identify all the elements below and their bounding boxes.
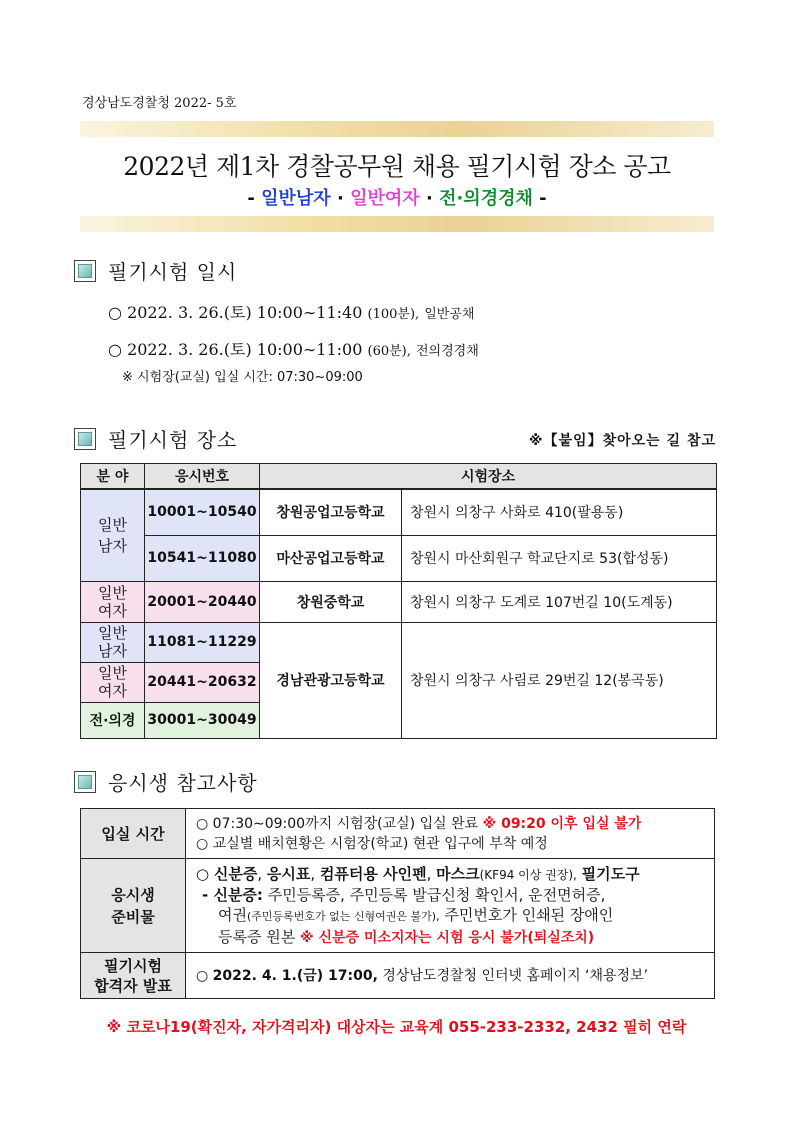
- exam-number-cell: 20001~20440: [145, 581, 260, 622]
- table-row: [81, 581, 717, 622]
- category-cell: 전·의경: [81, 702, 145, 738]
- table-row: [81, 622, 717, 662]
- directions-reference: ※【붙임】찾아오는 길 참고: [528, 433, 716, 449]
- school-cell: 경남관광고등학교: [260, 622, 402, 738]
- subtitle-separator: ·: [425, 188, 433, 209]
- subtitle-dash: -: [539, 188, 547, 209]
- school-cell: 창원중학교: [260, 581, 402, 622]
- table-row: [81, 535, 717, 581]
- entry-time-note: ※ 시험장(교실) 입실 시간: 07:30~09:00: [122, 370, 363, 385]
- school-cell: 창원공업고등학교: [260, 489, 402, 535]
- section-exam-location-header: [74, 424, 237, 453]
- category-cell: 일반 여자: [81, 662, 145, 702]
- subtitle-general-male: 일반남자: [261, 188, 331, 209]
- row-label: 응시생 준비물: [81, 859, 186, 953]
- row-label: 입실 시간: [81, 809, 186, 859]
- header-exam-site: 시험장소: [260, 464, 717, 490]
- category-cell: 일반 남자: [81, 622, 145, 662]
- exam-number-cell: 10001~10540: [145, 489, 260, 535]
- section-exam-datetime-header: [74, 256, 237, 285]
- exam-number-cell: 10541~11080: [145, 535, 260, 581]
- exam-number-cell: 20441~20632: [145, 662, 260, 702]
- row-label: 필기시험 합격자 발표: [81, 953, 186, 999]
- title-band-bottom: [80, 216, 714, 232]
- exam-number-cell: 30001~30049: [145, 702, 260, 738]
- table-row: [81, 489, 717, 535]
- exam-datetime-general: ○ 2022. 3. 26.(토) 10:00∼11:40 (100분), 일반공채: [108, 303, 475, 322]
- result-announcement-content: ○ 2022. 4. 1.(금) 17:00, 경상남도경찰청 인터넷 홈페이지 ‘채용정보’: [186, 953, 715, 999]
- section-notes-header: [74, 767, 258, 796]
- table-row: [81, 859, 715, 953]
- subtitle-dash: -: [247, 188, 255, 209]
- table-row: [81, 809, 715, 859]
- exam-location-table: [80, 463, 717, 739]
- address-cell: 창원시 의창구 사화로 410(팔용동): [402, 489, 717, 535]
- square-bullet-icon: [74, 428, 96, 450]
- section-title: 필기시험 장소: [108, 428, 238, 452]
- table-row: [81, 953, 715, 999]
- page-subtitle: [80, 184, 714, 210]
- category-cell: 일반 남자: [81, 489, 145, 581]
- address-cell: 창원시 의창구 사림로 29번길 12(봉곡동): [402, 622, 717, 738]
- page-title: 2022년 제1차 경찰공무원 채용 필기시험 장소 공고: [123, 152, 671, 181]
- section-title: 필기시험 일시: [108, 260, 238, 284]
- school-cell: 마산공업고등학교: [260, 535, 402, 581]
- address-cell: 창원시 의창구 도계로 107번길 10(도계동): [402, 581, 717, 622]
- subtitle-separator: ·: [336, 188, 344, 209]
- header-category: 분 야: [81, 464, 145, 490]
- document-number: 경상남도경찰청 2022- 5호: [82, 96, 237, 111]
- subtitle-general-female: 일반여자: [350, 188, 420, 209]
- category-cell: 일반 여자: [81, 581, 145, 622]
- address-cell: 창원시 마산회원구 학교단지로 53(합성동): [402, 535, 717, 581]
- section-title: 응시생 참고사항: [108, 771, 258, 795]
- required-items-content: ○ 신분증, 응시표, 컴퓨터용 사인펜, 마스크(KF94 이상 권장), 필기도구 - 신분증: 주민등록증, 주민등록 발급신청 확인서, 운전면허증, 여권(주민등록번호가 없는 신형여권은 불가), 주민번호가 인쇄된 장애인 등록증 원본 ※ 신분증 미소지자는 시험 응시 불가(퇴실조치): [186, 859, 715, 953]
- exam-number-cell: 11081~11229: [145, 622, 260, 662]
- square-bullet-icon: [74, 771, 96, 793]
- title-band-top: [80, 121, 714, 137]
- header-exam-number: 응시번호: [145, 464, 260, 490]
- entry-time-content: ○ 07:30∼09:00까지 시험장(교실) 입실 완료 ※ 09:20 이후 입실 불가 ○ 교실별 배치현황은 시험장(학교) 현관 입구에 부착 예정: [186, 809, 715, 859]
- circle-bullet: ○: [108, 340, 122, 359]
- circle-bullet: ○: [108, 303, 122, 322]
- square-bullet-icon: [74, 260, 96, 282]
- covid-notice: ※ 코로나19(확진자, 자가격리자) 대상자는 교육계 055-233-2332, 2432 필히 연락: [106, 1018, 687, 1036]
- subtitle-conscripted-police: 전·의경경채: [439, 188, 533, 209]
- applicant-notes-table: [80, 808, 715, 999]
- exam-datetime-conscripted: ○ 2022. 3. 26.(토) 10:00∼11:00 (60분), 전의경경채: [108, 340, 479, 359]
